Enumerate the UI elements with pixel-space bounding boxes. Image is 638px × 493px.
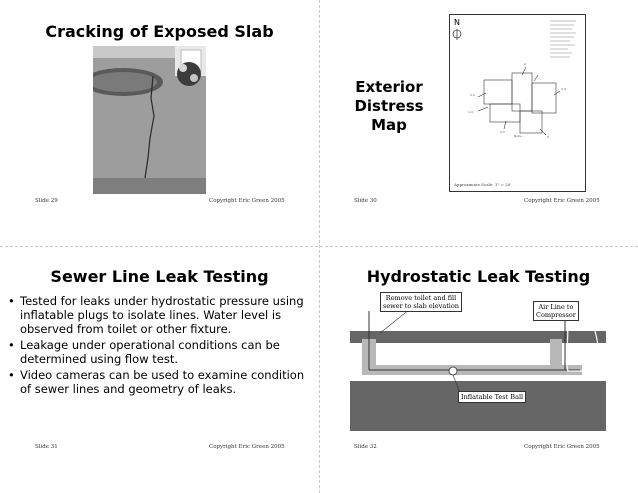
slide-32 [319, 247, 638, 493]
bullet-item: • Leakage under operational conditions can be determined using flow test. [8, 338, 308, 366]
svg-text:2,3: 2,3 [500, 130, 505, 134]
slide-number: Slide 29 [35, 198, 58, 204]
slide-number: Slide 30 [354, 198, 377, 204]
test-ball-label: Inflatable Test Ball [458, 391, 526, 403]
title-line: Exterior [355, 78, 423, 96]
remove-toilet-label [380, 292, 462, 312]
copyright: Copyright Eric Green 2005 [524, 444, 600, 450]
slide-number: Slide 31 [35, 444, 58, 450]
slide-title [349, 78, 429, 135]
svg-text:Note...: Note... [514, 134, 524, 138]
title-line: Distress [354, 97, 424, 115]
bullet-list [8, 294, 308, 398]
title-line: Map [371, 116, 407, 134]
slide-number: Slide 32 [354, 444, 377, 450]
copyright: Copyright Eric Green 2005 [209, 444, 285, 450]
north-label: N [454, 18, 460, 27]
slide-title: Sewer Line Leak Testing [50, 267, 269, 286]
slide-31 [0, 247, 319, 493]
slide-30 [319, 0, 638, 246]
map-scale-note: Approximate Scale: 1" = 20' [454, 182, 512, 187]
svg-text:3,4: 3,4 [561, 87, 566, 91]
bullet-item: • Video cameras can be used to examine condition of sewer lines and geometry of leaks. [8, 368, 308, 396]
label-line: Compressor [536, 311, 576, 319]
slide-title: Cracking of Exposed Slab [45, 22, 274, 41]
hydrostatic-test-diagram [350, 287, 606, 431]
map-drawing [450, 15, 585, 191]
slab-crack-photo [93, 46, 206, 194]
label-line: sewer to slab elevation [383, 302, 459, 310]
slide-title: Hydrostatic Leak Testing [366, 267, 591, 286]
svg-text:5: 5 [547, 135, 549, 139]
copyright: Copyright Eric Green 2005 [209, 198, 285, 204]
copyright: Copyright Eric Green 2005 [524, 198, 600, 204]
svg-text:1,4: 1,4 [468, 110, 473, 114]
svg-text:2: 2 [524, 62, 526, 66]
slab-photo-graphic [93, 46, 206, 194]
air-line-label [533, 301, 579, 321]
label-line: Air Line to [538, 303, 574, 311]
svg-text:2,4: 2,4 [470, 93, 475, 97]
bullet-item: • Tested for leaks under hydrostatic pressure using inflatable plugs to isolate lines. Water level is observed from toilet or other fixture. [8, 294, 308, 336]
distress-map [449, 14, 586, 192]
slide-29 [0, 0, 319, 246]
label-line: Remove toilet and fill [385, 294, 457, 302]
